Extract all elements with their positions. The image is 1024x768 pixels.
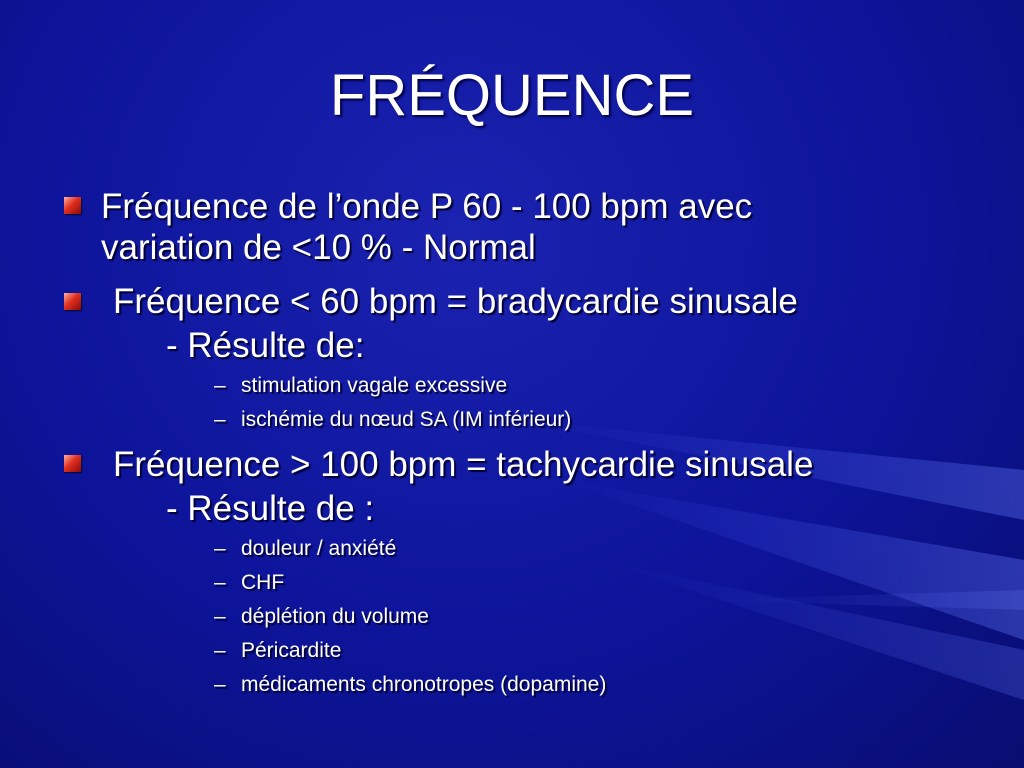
sub-dash: – — [214, 639, 226, 662]
sub-dash: – — [214, 537, 226, 560]
sub-dash: – — [214, 408, 226, 431]
sub-item-1: stimulation vagale excessive — [241, 374, 508, 397]
bullet-square-icon — [64, 197, 81, 214]
bullet-2-line-1: Fréquence < 60 bpm = bradycardie sinusale — [113, 282, 798, 321]
sub-item-7: médicaments chronotropes (dopamine) — [241, 673, 607, 696]
sub-dash: – — [214, 673, 226, 696]
bullet-2-line-2: - Résulte de: — [166, 326, 365, 365]
bullet-square-icon — [64, 293, 81, 310]
bullet-3-line-2: - Résulte de : — [166, 489, 375, 528]
sub-item-4: CHF — [241, 571, 285, 594]
sub-item-6: Péricardite — [241, 639, 342, 662]
sub-item-2: ischémie du nœud SA (IM inférieur) — [241, 408, 572, 431]
slide-title: FRÉQUENCE — [329, 63, 695, 128]
bullet-1-line-1: Fréquence de l’onde P 60 - 100 bpm avec — [101, 187, 753, 226]
bullet-3-line-1: Fréquence > 100 bpm = tachycardie sinusale — [113, 445, 814, 484]
sub-item-3: douleur / anxiété — [241, 537, 397, 560]
bullet-square-icon — [64, 455, 81, 472]
bullet-1-line-2: variation de <10 % - Normal — [101, 228, 536, 267]
sub-dash: – — [214, 374, 226, 397]
sub-item-5: déplétion du volume — [241, 605, 429, 628]
sub-dash: – — [214, 605, 226, 628]
sub-dash: – — [214, 571, 226, 594]
